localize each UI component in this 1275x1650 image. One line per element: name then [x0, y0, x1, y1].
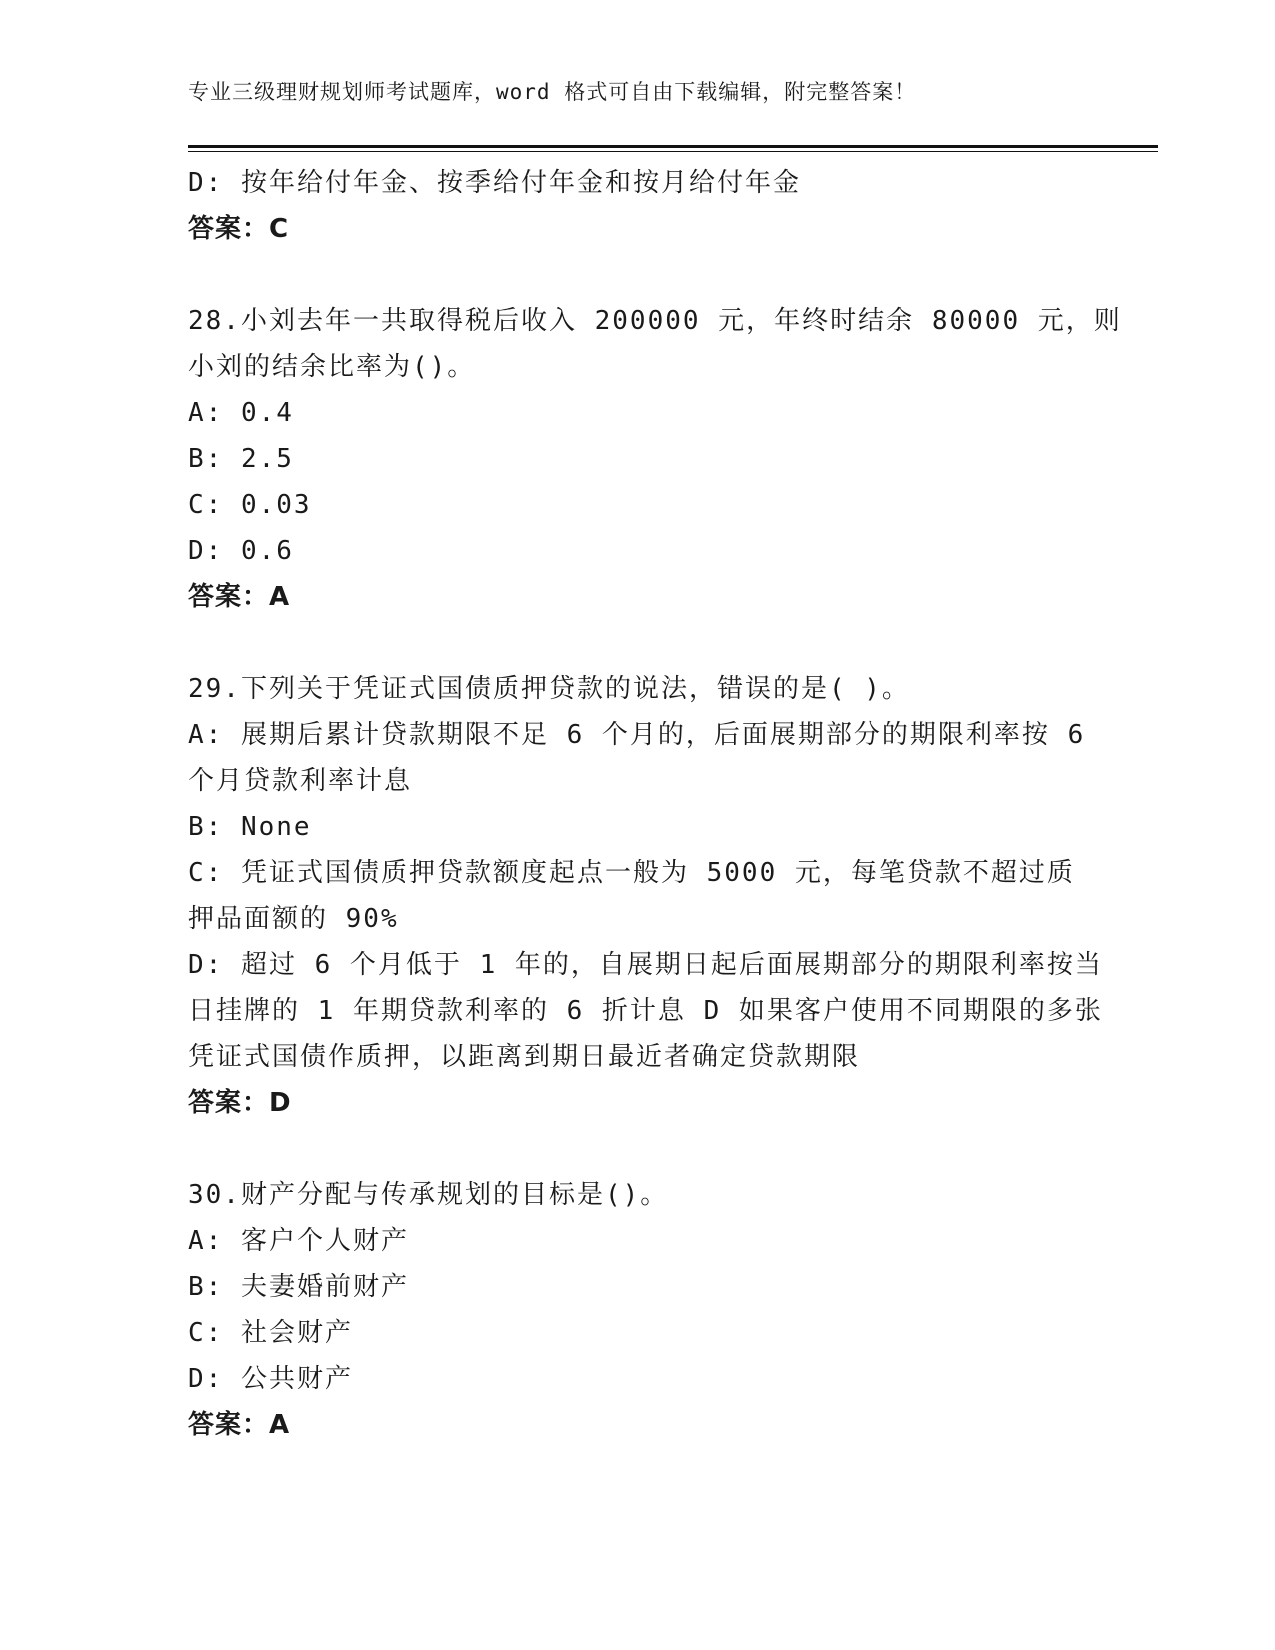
option-d-continued: 日挂牌的 1 年期贷款利率的 6 折计息 D 如果客户使用不同期限的多张	[188, 996, 1103, 1026]
option-a-continued: 个月贷款利率计息	[188, 766, 413, 796]
question-30	[188, 1172, 1088, 1448]
question-text-line: 30.财产分配与传承规划的目标是()。	[188, 1180, 669, 1210]
spacer	[188, 620, 1088, 666]
option-d: D: 0.6	[188, 536, 294, 566]
question-content	[188, 160, 1122, 1448]
spacer	[188, 1126, 1088, 1172]
option-d: D: 超过 6 个月低于 1 年的，自展期日起后面展期部分的期限利率按当	[188, 950, 1103, 980]
option-c: C: 凭证式国债质押贷款额度起点一般为 5000 元，每笔贷款不超过质	[188, 858, 1075, 888]
option-b: B: None	[188, 812, 312, 842]
header-rule-thick	[188, 145, 1158, 148]
answer: 答案：A	[188, 582, 291, 612]
option-a: A: 客户个人财产	[188, 1226, 409, 1256]
answer: 答案：D	[188, 1088, 292, 1118]
option-c: C: 0.03	[188, 490, 312, 520]
question-text-line: 28.小刘去年一共取得税后收入 200000 元，年终时结余 80000 元，则	[188, 306, 1122, 336]
option-a: A: 展期后累计贷款期限不足 6 个月的，后面展期部分的期限利率按 6	[188, 720, 1086, 750]
question-29	[188, 666, 1103, 1126]
option-a: A: 0.4	[188, 398, 294, 428]
option-c-continued: 押品面额的 90%	[188, 904, 399, 934]
question-text-line: 29.下列关于凭证式国债质押贷款的说法，错误的是( )。	[188, 674, 910, 704]
page-header: 专业三级理财规划师考试题库，word 格式可自由下载编辑，附完整答案！	[188, 80, 917, 104]
question-text-line: 小刘的结余比率为()。	[188, 352, 476, 382]
header-rule-thin	[188, 151, 1158, 152]
question-28	[188, 298, 1122, 620]
option-d: D: 公共财产	[188, 1364, 353, 1394]
spacer	[188, 252, 1088, 298]
prev-option-d: D: 按年给付年金、按季给付年金和按月给付年金	[188, 168, 801, 198]
option-d-continued: 凭证式国债作质押，以距离到期日最近者确定贷款期限	[188, 1042, 861, 1072]
option-b: B: 夫妻婚前财产	[188, 1272, 409, 1302]
option-b: B: 2.5	[188, 444, 294, 474]
answer: 答案：A	[188, 1410, 291, 1440]
option-c: C: 社会财产	[188, 1318, 353, 1348]
prev-answer: 答案：C	[188, 214, 290, 244]
